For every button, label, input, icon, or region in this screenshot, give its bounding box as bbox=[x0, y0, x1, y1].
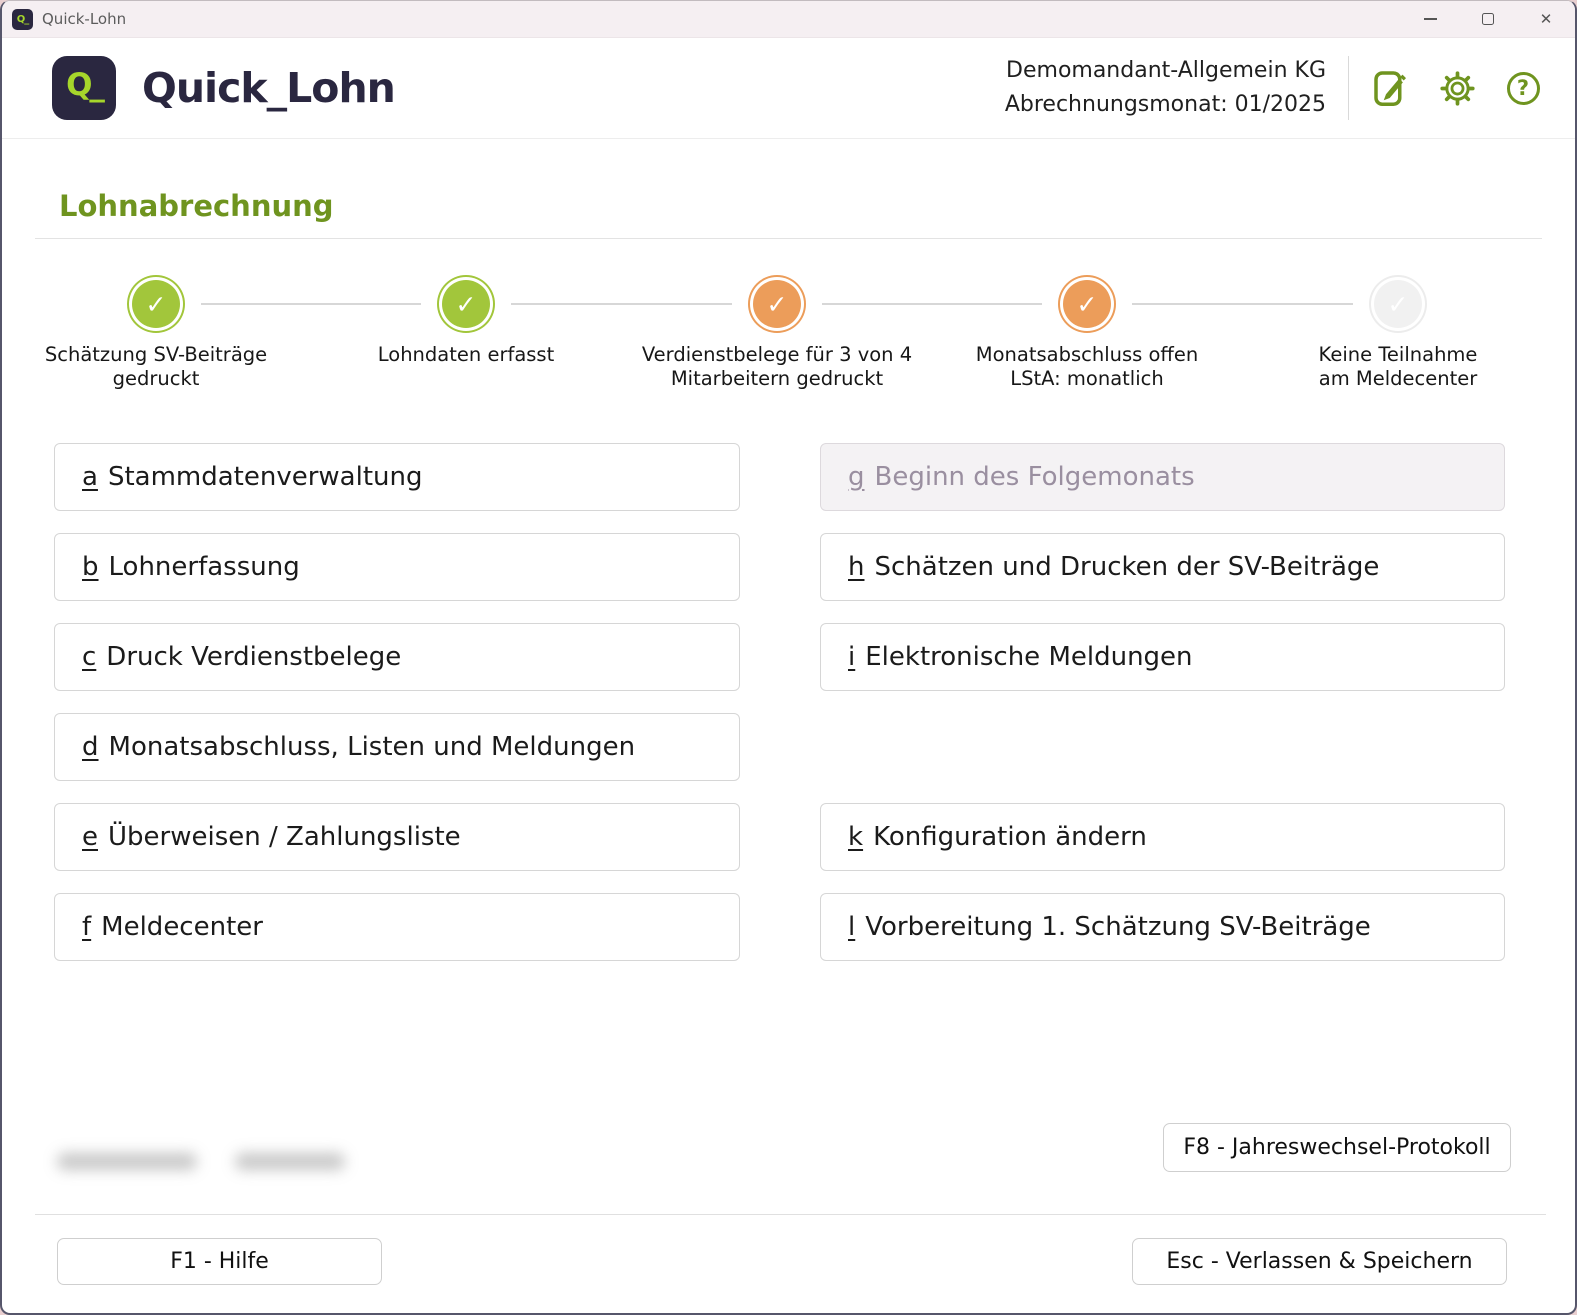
billing-month: Abrechnungsmonat: 01/2025 bbox=[1004, 92, 1326, 117]
redacted-version-text bbox=[57, 1153, 345, 1170]
help-icon: ? bbox=[1507, 72, 1540, 105]
minimize-icon bbox=[1424, 18, 1437, 19]
app-icon: Q_ bbox=[12, 9, 33, 30]
menu-button-elektronische-meldungen[interactable]: i Elektronische Meldungen bbox=[820, 623, 1505, 691]
step-connector bbox=[822, 303, 1042, 305]
step-label: Schätzung SV-Beiträge gedruckt bbox=[44, 343, 268, 390]
step-status-icon: ✓ bbox=[442, 280, 490, 328]
menu-button-lohnerfassung[interactable]: b Lohnerfassung bbox=[54, 533, 740, 601]
settings-button[interactable] bbox=[1437, 68, 1477, 108]
step-label: Monatsabschluss offen LStA: monatlich bbox=[975, 343, 1199, 390]
gear-icon bbox=[1439, 70, 1476, 107]
menu-button-beginn-folgemonat: g Beginn des Folgemonats bbox=[820, 443, 1505, 511]
page-title: Lohnabrechnung bbox=[59, 189, 334, 223]
menu-button-meldecenter[interactable]: f Meldecenter bbox=[54, 893, 740, 961]
brand-logo: Q_ bbox=[52, 56, 116, 120]
step-status-icon: ✓ bbox=[132, 280, 180, 328]
menu-button-monatsabschluss[interactable]: d Monatsabschluss, Listen und Meldungen bbox=[54, 713, 740, 781]
close-icon: ✕ bbox=[1539, 9, 1553, 28]
header-divider bbox=[1348, 56, 1349, 120]
menu-button-druck-verdienstbelege[interactable]: c Druck Verdienstbelege bbox=[54, 623, 740, 691]
menu-button-schaetzen-drucken-sv[interactable]: h Schätzen und Drucken der SV-Beiträge bbox=[820, 533, 1505, 601]
menu-button-konfiguration[interactable]: k Konfiguration ändern bbox=[820, 803, 1505, 871]
menu-spacer bbox=[820, 713, 1505, 781]
step-status-icon: ✓ bbox=[1374, 280, 1422, 328]
edit-button[interactable] bbox=[1371, 68, 1411, 108]
app-header bbox=[2, 38, 1575, 139]
close-button[interactable] bbox=[1517, 1, 1575, 37]
edit-icon bbox=[1371, 68, 1411, 108]
step-label: Verdienstbelege für 3 von 4 Mitarbeitern gedruckt bbox=[641, 343, 913, 390]
footer-divider bbox=[35, 1214, 1546, 1215]
brand-wordmark: Quick_Lohn bbox=[142, 64, 395, 112]
title-bar bbox=[2, 1, 1575, 38]
jahreswechsel-protokoll-button[interactable]: F8 - Jahreswechsel-Protokoll bbox=[1163, 1123, 1511, 1172]
menu-button-stammdatenverwaltung[interactable]: a Stammdatenverwaltung bbox=[54, 443, 740, 511]
window-title: Quick-Lohn bbox=[42, 10, 127, 28]
maximize-button[interactable] bbox=[1459, 1, 1517, 37]
menu-button-vorbereitung-schaetzung[interactable]: l Vorbereitung 1. Schätzung SV-Beiträge bbox=[820, 893, 1505, 961]
help-button[interactable] bbox=[1503, 68, 1543, 108]
main-menu bbox=[54, 443, 1505, 961]
step-status-icon: ✓ bbox=[1063, 280, 1111, 328]
step-connector bbox=[1132, 303, 1353, 305]
menu-button-ueberweisen[interactable]: e Überweisen / Zahlungsliste bbox=[54, 803, 740, 871]
step-connector bbox=[511, 303, 732, 305]
verlassen-speichern-button[interactable]: Esc - Verlassen & Speichern bbox=[1132, 1238, 1507, 1285]
client-name: Demomandant-Allgemein KG bbox=[1006, 58, 1326, 83]
maximize-icon bbox=[1482, 13, 1494, 25]
step-label: Lohndaten erfasst bbox=[377, 343, 555, 366]
client-info bbox=[1005, 54, 1326, 122]
step-status-icon: ✓ bbox=[753, 280, 801, 328]
minimize-button[interactable] bbox=[1401, 1, 1459, 37]
step-connector bbox=[201, 303, 421, 305]
hilfe-button[interactable]: F1 - Hilfe bbox=[57, 1238, 382, 1285]
step-label: Keine Teilnahme am Meldecenter bbox=[1318, 343, 1478, 390]
progress-steps bbox=[2, 239, 1575, 409]
